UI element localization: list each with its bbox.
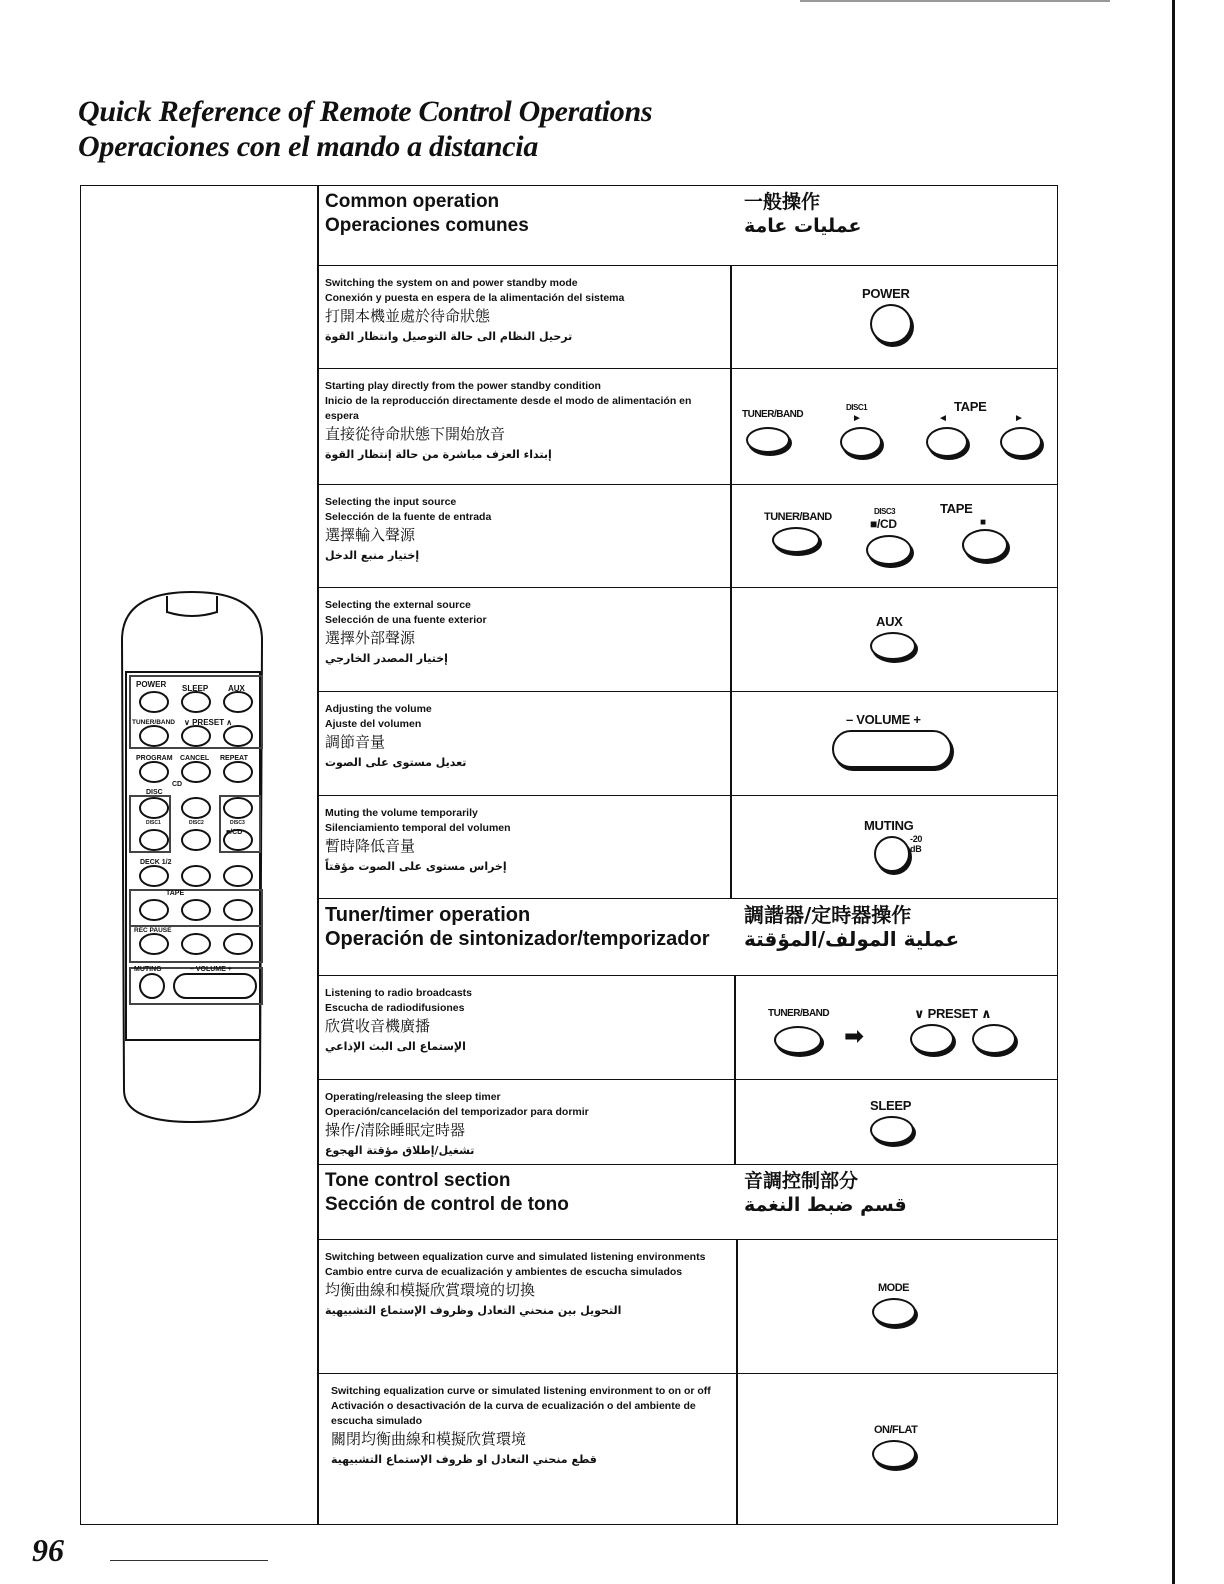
section-title-arabic: عمليات عامة [744,215,862,237]
button-illustration [732,369,1058,484]
desc-chinese: 暫時降低音量 [325,837,416,855]
mode-label: MODE [878,1282,909,1294]
row-description [325,702,720,773]
tuner-band-label: TUNER/BAND [768,1008,830,1019]
page-number: 96 [32,1532,64,1568]
desc-english: Starting play directly from the power standby condition [325,380,601,392]
row-description [325,986,720,1057]
remote-label-tape: TAPE [166,890,185,897]
button-illustration [732,1240,1058,1373]
desc-chinese: 選擇外部聲源 [325,629,416,647]
remote-label-deck: DECK 1/2 [140,859,172,866]
desc-arabic: تشغيل/إطلاق مؤقتة الهجوع [325,1144,475,1157]
tuner-band-button[interactable] [746,427,790,453]
section-title-en [325,903,710,951]
row-description [331,1384,726,1470]
on-flat-label: ON/FLAT [874,1424,918,1436]
desc-chinese: 選擇輸入聲源 [325,526,416,544]
desc-spanish: Activación o desactivación de la curva de ecualización o del ambiente de escucha simulado [331,1400,696,1427]
row-description [325,276,720,347]
desc-spanish: Selección de una fuente exterior [325,614,487,626]
tuner-band-label: TUNER/BAND [764,511,832,523]
desc-arabic: التحويل بين منحني التعادل وظروف الإستماع التشبيهية [325,1304,622,1317]
desc-chinese: 欣賞收音機廣播 [325,1017,431,1035]
page-title [78,94,652,164]
section-title-spanish: Operación de sintonizador/temporizador [325,928,710,950]
desc-arabic: الإستماع الى البث الإذاعي [325,1040,466,1053]
section-title-english: Tone control section [325,1170,511,1191]
desc-spanish: Cambio entre curva de ecualización y ambientes de escucha simulados [325,1266,683,1278]
remote-label-stop-cd: ■/CD [226,829,243,836]
tape-label: TAPE [954,399,987,414]
desc-chinese: 關閉均衡曲線和模擬欣賞環境 [331,1430,527,1448]
preset-up-button[interactable] [972,1024,1016,1054]
remote-label-program: PROGRAM [136,755,173,762]
desc-chinese: 打開本機並處於待命狀態 [325,307,491,325]
row-external-source [317,587,1058,691]
section-title-spanish: Operaciones comunes [325,215,529,236]
disc1-label: DISC1 [846,403,868,412]
section-header-tuner [317,898,1058,975]
muting-label: MUTING [864,818,914,833]
power-button[interactable] [870,304,912,344]
section-title-cjk [744,903,959,951]
section-header-tone [317,1164,1058,1239]
tape-stop-button[interactable] [962,529,1008,561]
desc-spanish: Selección de la fuente de entrada [325,511,492,523]
remote-label-sleep: SLEEP [182,684,209,693]
title-english: Quick Reference of Remote Control Operations [78,95,653,128]
remote-label-disc: DISC [146,789,163,796]
sleep-label: SLEEP [870,1098,912,1113]
desc-spanish: Escucha de radiodifusiones [325,1002,465,1014]
disc3-label: DISC3 [874,507,896,516]
section-title-en [325,190,529,238]
row-power [317,265,1058,368]
desc-arabic: قطع منحني التعادل او ظروف الإستماع التشبيهية [331,1453,597,1466]
desc-spanish: Inicio de la reproducción directamente desde el modo de alimentación en espera [325,395,692,422]
button-illustration [732,796,1058,898]
aux-button[interactable] [870,632,916,660]
preset-down-button[interactable] [910,1024,954,1054]
row-description [325,806,720,877]
desc-spanish: Silenciamiento temporal del volumen [325,822,511,834]
row-muting [317,795,1058,898]
row-description [325,379,720,465]
section-header-common [317,185,1058,265]
sleep-button[interactable] [870,1116,914,1144]
button-illustration [732,1080,1058,1164]
tape-reverse-symbol: ◄ [938,413,948,424]
desc-arabic: إختيار المصدر الخارجي [325,652,448,665]
desc-arabic: إبتداء العزف مباشرة من حالة إنتظار القوة [325,448,552,461]
desc-arabic: إختيار منبع الدخل [325,549,420,562]
on-flat-button[interactable] [872,1440,916,1468]
remote-label-cancel: CANCEL [180,755,210,762]
tape-reverse-button[interactable] [926,427,968,457]
desc-english: Operating/releasing the sleep timer [325,1091,501,1103]
tape-forward-button[interactable] [1000,427,1042,457]
desc-arabic: ترحيل النظام الى حالة التوصيل وانتظار القوة [325,330,573,343]
row-volume [317,691,1058,795]
desc-chinese: 操作/清除睡眠定時器 [325,1121,466,1139]
button-illustration [732,485,1058,587]
aux-label: AUX [876,614,903,629]
tape-forward-symbol: ► [1014,413,1024,424]
desc-chinese: 直接從待命狀態下開始放音 [325,425,506,443]
section-title-chinese: 音調控制部分 [744,1170,859,1192]
remote-label-tuner-band: TUNER/BAND [132,719,175,726]
remote-label-repeat: REPEAT [220,755,248,762]
preset-label: ∨ PRESET ∧ [914,1006,992,1021]
remote-label-aux: AUX [228,684,245,693]
section-title-arabic: عملية المولف/المؤقتة [744,927,960,951]
muting-button[interactable] [874,836,910,872]
remote-label-rec-pause: REC PAUSE [134,927,172,934]
arrow-icon: ➡ [844,1023,864,1050]
tuner-band-label: TUNER/BAND [742,409,804,420]
row-direct-play [317,368,1058,484]
desc-english: Switching equalization curve or simulated listening environment to on or off [331,1385,711,1397]
section-title-cjk [744,190,861,238]
desc-english: Listening to radio broadcasts [325,987,473,999]
desc-english: Selecting the external source [325,599,471,611]
section-title-en [325,1169,569,1217]
button-illustration [732,588,1058,691]
section-title-chinese: 一般操作 [744,191,821,213]
desc-spanish: Ajuste del volumen [325,718,422,730]
title-spanish: Operaciones con el mando a distancia [78,130,539,163]
desc-english: Switching between equalization curve and simulated listening environments [325,1251,706,1263]
volume-label: – VOLUME + [846,712,921,727]
desc-english: Muting the volume temporarily [325,807,478,819]
desc-arabic: إخراس مستوى على الصوت مؤقتاً [325,860,507,873]
remote-label-muting: MUTING [134,966,162,973]
section-title-spanish: Sección de control de tono [325,1194,569,1215]
remote-label-preset: ∨ PRESET ∧ [184,718,233,727]
row-radio [317,975,1058,1079]
section-title-chinese: 調諧器/定時器操作 [744,903,912,927]
desc-english: Switching the system on and power standby mode [325,277,578,289]
row-description [325,495,720,566]
remote-control-illustration [112,590,272,1125]
desc-spanish: Conexión y puesta en espera de la alimentación del sistema [325,292,625,304]
section-title-arabic: قسم ضبط النغمة [744,1194,907,1216]
volume-button[interactable] [832,730,952,768]
row-description [325,598,720,669]
desc-english: Selecting the input source [325,496,457,508]
tape-stop-symbol: ■ [980,517,986,528]
desc-spanish: Operación/cancelación del temporizador para dormir [325,1106,589,1118]
desc-english: Adjusting the volume [325,703,432,715]
muting-db-label: -20 dB [910,834,923,854]
desc-arabic: تعديل مستوى على الصوت [325,756,467,769]
tuner-band-button[interactable] [772,527,820,553]
power-label: POWER [862,286,910,301]
footer-rule [110,1560,268,1561]
row-description [325,1250,720,1321]
row-sleep [317,1079,1058,1164]
tuner-band-button[interactable] [774,1026,822,1054]
section-title-english: Common operation [325,191,500,212]
row-mode [317,1239,1058,1373]
button-illustration [732,266,1058,368]
tape-label: TAPE [940,501,973,516]
button-illustration [732,692,1058,795]
remote-label-cd: CD [172,781,183,788]
desc-chinese: 均衡曲線和模擬欣賞環境的切換 [325,1281,536,1299]
play-symbol: ► [852,413,862,424]
remote-label-disc2: DISC2 [189,820,204,826]
row-description [325,1090,720,1161]
section-title-english: Tuner/timer operation [325,904,531,926]
mode-button[interactable] [872,1298,916,1326]
button-illustration [732,1374,1058,1525]
stop-cd-button[interactable] [866,535,912,565]
remote-label-disc3: DISC3 [230,820,245,826]
remote-label-volume: – VOLUME + [190,966,232,973]
row-on-flat [317,1373,1058,1525]
desc-chinese: 調節音量 [325,733,386,751]
stop-cd-label: ■/CD [870,517,897,531]
remote-label-disc1: DISC1 [146,820,161,826]
top-rule [800,0,1110,2]
disc1-play-button[interactable] [840,427,882,457]
button-illustration [732,976,1058,1079]
section-title-cjk [744,1169,907,1217]
right-page-border [1172,0,1175,1584]
remote-label-power: POWER [136,680,167,689]
row-input-source [317,484,1058,587]
